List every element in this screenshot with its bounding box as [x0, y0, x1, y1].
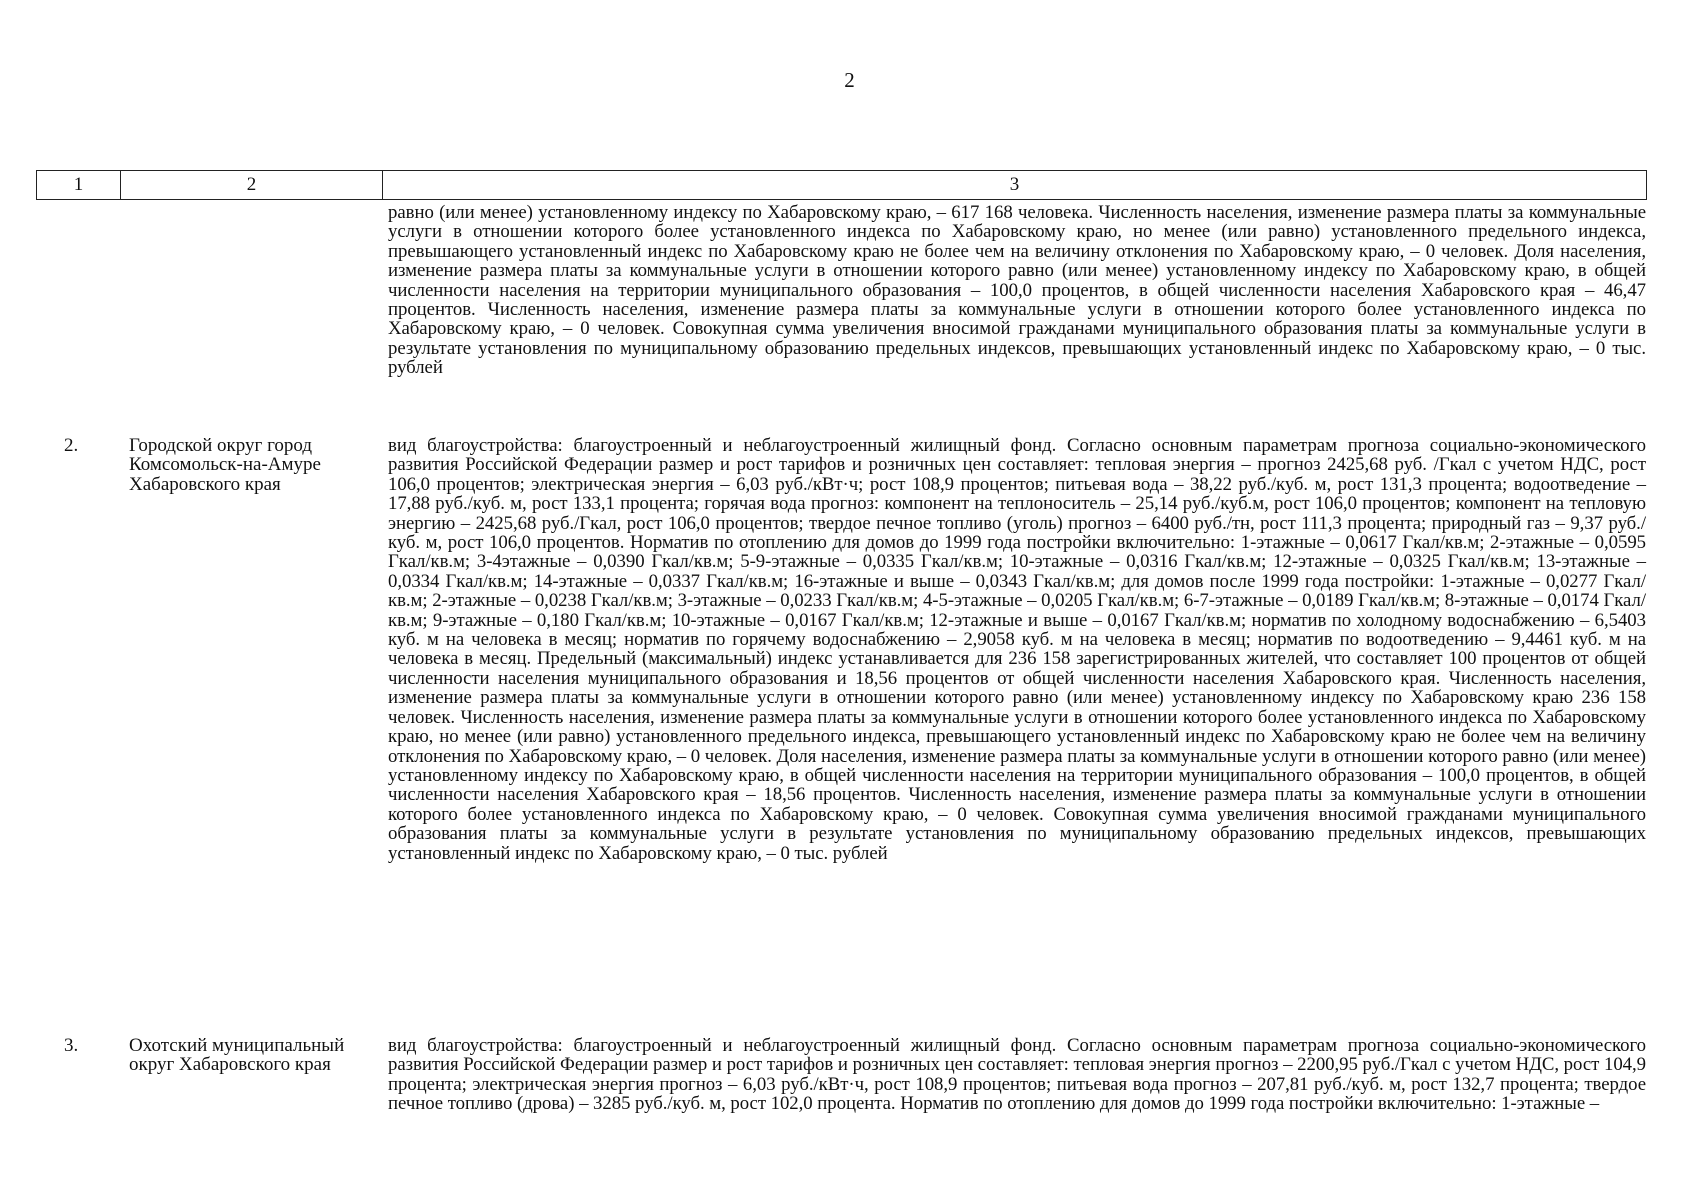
row-number: 2.	[64, 435, 79, 456]
page-number: 2	[844, 68, 855, 92]
municipality-name: Городской округ город Комсомольск-на-Амуре Хабаровского края	[129, 435, 321, 495]
column-header-3: 3	[383, 171, 1647, 200]
column-header-2: 2	[121, 171, 383, 200]
table-header-row	[36, 170, 1647, 200]
row-description: равно (или менее) установленному индексу по Хабаровскому краю, – 617 168 человека. Численность населения, изменение размера платы за коммунальные услуги в отношении которого более установленного индекса по Хабаровскому краю, но менее (или равно) установленного предельного индекса, превышающего установленный индекс по Хабаровскому краю не более чем на величину отклонения по Хабаровскому краю, – 0 человек. Доля населения, изменение размера платы за коммунальные услуги в отношении которого равно (или менее) установленному индексу по Хабаровскому краю, в общей численности населения на территории муниципального образования – 100,0 процентов, в общей численности населения Хабаровского края – 46,47 процентов. Численность населения, изменение размера платы за коммунальные услуги в отношении которого более установленного индекса по Хабаровскому краю, – 0 человек. Совокупная сумма увеличения вносимой гражданами муниципального образования платы за коммунальные услуги в результате установления по муниципальному образованию предельных индексов, превышающих установленный индекс по Хабаровскому краю, – 0 тыс. рублей	[388, 202, 1646, 379]
row-description: вид благоустройства: благоустроенный и неблагоустроенный жилищный фонд. Согласно основным параметрам прогноза социально-экономического развития Российской Федерации размер и рост тарифов и розничных цен составляет: тепловая энергия – прогноз 2425,68 руб. /Гкал с учетом НДС, рост 106,0 процентов; электрическая энергия – 6,03 руб./кВт·ч; рост 108,9 процентов; питьевая вода – 38,22 руб./куб. м, рост 131,3 процента; водоотведение –17,88 руб./куб. м, рост 133,1 процента; горячая вода прогноз: компонент на теплоноситель – 25,14 руб./куб.м, рост 106,0 процентов; компонент на тепловую энергию – 2425,68 руб./Гкал, рост 106,0 процентов; твердое печное топливо (уголь) прогноз – 6400 руб./тн, рост 111,3 процента; природный газ – 9,37 руб./куб. м, рост 106,0 процентов. Норматив по отоплению для домов до 1999 года постройки включительно: 1-этажные – 0,0617 Гкал/кв.м; 2-этажные – 0,0595 Гкал/кв.м; 3-4этажные – 0,0390 Гкал/кв.м; 5-9-этажные – 0,0335 Гкал/кв.м; 10-этажные – 0,0316 Гкал/кв.м; 12-этажные – 0,0325 Гкал/кв.м; 13-этажные – 0,0334 Гкал/кв.м; 14-этажные – 0,0337 Гкал/кв.м; 16-этажные и выше – 0,0343 Гкал/кв.м; для домов после 1999 года постройки: 1-этажные – 0,0277 Гкал/кв.м; 2-этажные – 0,0238 Гкал/кв.м; 3-этажные – 0,0233 Гкал/кв.м; 4-5-этажные – 0,0205 Гкал/кв.м; 6-7-этажные – 0,0189 Гкал/кв.м; 8-этажные – 0,0174 Гкал/кв.м; 9-этажные – 0,180 Гкал/кв.м; 10-этажные – 0,0167 Гкал/кв.м; 12-этажные и выше – 0,0167 Гкал/кв.м; норматив по холодному водоснабжению – 6,5403 куб. м на человека в месяц; норматив по горячему водоснабжению – 2,9058 куб. м на человека в месяц; норматив по водоотведению – 9,4461 куб. м на человека в месяц. Предельный (максимальный) индекс устанавливается для 236 158 зарегистрированных жителей, что составляет 100 процентов от общей численности населения муниципального образования и 18,56 процентов от общей численности населения Хабаровского края. Численность населения, изменение размера платы за коммунальные услуги в отношении которого равно (или менее) установленному индексу по Хабаровскому краю 236 158 человек. Численность населения, изменение размера платы за коммунальные услуги в отношении которого более установленного индекса по Хабаровскому краю, но менее (или равно) установленного предельного индекса, превышающего установленный индекс по Хабаровскому краю не более чем на величину отклонения по Хабаровскому краю, – 0 человек. Доля населения, изменение размера платы за коммунальные услуги в отношении которого равно (или менее) установленному индексу по Хабаровскому краю, в общей численности населения на территории муниципального образования – 100,0 процентов, в общей численности населения Хабаровского края – 18,56 процентов. Численность населения, изменение размера платы за коммунальные услуги в отношении которого более установленного индекса по Хабаровскому краю, – 0 человек. Совокупная сумма увеличения вносимой гражданами муниципального образования платы за коммунальные услуги в результате установления по муниципальному образованию предельных индексов, превышающих установленный индекс по Хабаровскому краю, – 0 тыс. рублей	[388, 435, 1646, 864]
column-header-1: 1	[37, 171, 121, 200]
row-number: 3.	[64, 1035, 79, 1056]
row-description: вид благоустройства: благоустроенный и неблагоустроенный жилищный фонд. Согласно основным параметрам прогноза социально-экономического развития Российской Федерации размер и рост тарифов и розничных цен составляет: тепловая энергия прогноз – 2200,95 руб./Гкал с учетом НДС, рост 104,9 процента; электрическая энергия прогноз – 6,03 руб./кВт·ч, рост 108,9 процентов; питьевая вода прогноз – 207,81 руб./куб. м, рост 132,7 процента; твердое печное топливо (дрова) – 3285 руб./куб. м, рост 102,0 процента. Норматив по отоплению для домов до 1999 года постройки включительно: 1-этажные –	[388, 1035, 1646, 1115]
municipality-name: Охотский муниципальный округ Хабаровского края	[129, 1035, 345, 1076]
